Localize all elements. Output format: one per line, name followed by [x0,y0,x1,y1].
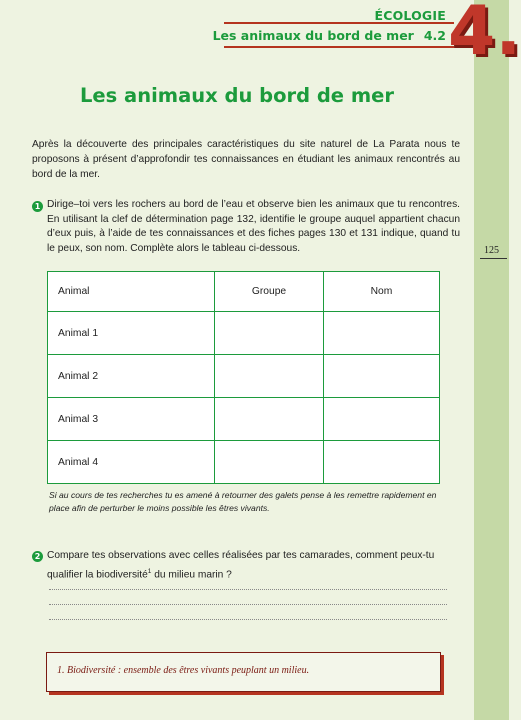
animal-cell: Animal 1 [48,312,215,355]
field-note: Si au cours de tes recherches tu es amené à retourner des galets pense à les remettre rapidement en place afin de perturber le moins possible les êtres vivants. [49,490,437,513]
answer-line[interactable] [49,619,447,620]
table-row [48,355,440,398]
animal-cell: Animal 2 [48,355,215,398]
table-row [48,398,440,441]
question-2-marker: 2 [32,551,43,562]
nom-cell[interactable] [324,441,440,484]
header-groupe: Groupe [215,272,324,312]
groupe-cell[interactable] [215,355,324,398]
intro-paragraph: Après la découverte des principales caractéristiques du site naturel de La Parata nous te proposons à présent d’approfondir tes connaissances en étudiant les animaux rencontrés au bord de la mer. [32,139,460,180]
answer-line[interactable] [49,604,447,605]
groupe-cell[interactable] [215,441,324,484]
answer-line[interactable] [49,589,447,590]
margin-band [474,0,509,720]
page-title: Les animaux du bord de mer [80,84,394,107]
footnote-text: 1. Biodiversité : ensemble des êtres vivants peuplant un milieu. [57,665,310,676]
table-row [48,441,440,484]
animal-cell: Animal 4 [48,441,215,484]
question-1-marker: 1 [32,201,43,212]
header-animal: Animal [48,272,215,312]
question-2-text-start: Compare tes observations avec celles réalisées par tes camarades, comment peux-tu qualifier la biodiversité [47,550,435,580]
chapter-number: 4. [448,0,521,71]
question-2-text-end: du milieu marin ? [151,568,232,580]
subsection-label [213,28,446,43]
groupe-cell[interactable] [215,398,324,441]
nom-cell[interactable] [324,312,440,355]
footnote-box [46,652,441,692]
footnote-reference: 1 [147,567,152,575]
table-row [48,312,440,355]
header-nom: Nom [324,272,440,312]
identification-table [47,271,440,484]
header-rule-bottom [224,46,454,48]
groupe-cell[interactable] [215,312,324,355]
nom-cell[interactable] [324,355,440,398]
animal-cell: Animal 3 [48,398,215,441]
subsection-number: 4.2 [423,28,446,43]
section-label: ÉCOLOGIE [374,8,446,23]
subsection-title: Les animaux du bord de mer [212,28,414,43]
page-number: 125 [484,245,499,256]
question-2-text [47,548,460,582]
nom-cell[interactable] [324,398,440,441]
page-number-rule [480,258,507,259]
question-1-text: Dirige–toi vers les rochers au bord de l’eau et observe bien les animaux que tu rencontres. En utilisant la clef de détermination page 132, identifie le groupe auquel appartient chacun d’eux puis, à l’aide de tes connaissances et des fiches pages 130 et 131 indique, quand tu le peux, son nom. Complète alors le tableau ci-dessous. [47,199,460,254]
table-header-row [48,272,440,312]
